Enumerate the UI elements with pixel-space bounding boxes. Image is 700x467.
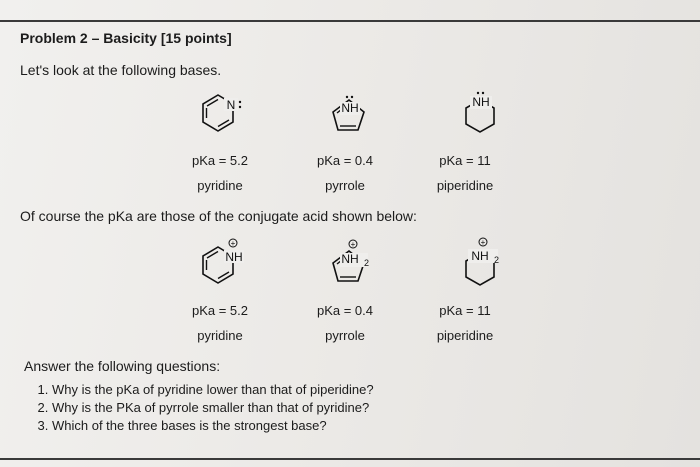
pyrrolium-structure: [318, 235, 382, 287]
piperidinium-structure: [448, 235, 512, 289]
pyridine-pka: pKa = 5.2: [191, 153, 249, 168]
positive-charge: +: [230, 239, 236, 248]
intro-text: Let's look at the following bases.: [20, 62, 222, 78]
pyridinium-name: pyridine: [197, 328, 243, 343]
ring-label: NH: [225, 250, 243, 264]
problem-title: Problem 2 – Basicity [15 points]: [20, 30, 232, 46]
subscript: 2: [494, 255, 500, 265]
ring-label: NH: [471, 249, 489, 263]
question-list: [28, 381, 374, 435]
piperidine-pka: pKa = 11: [439, 153, 491, 168]
pyrrole-structure: [318, 92, 378, 138]
subscript: 2: [364, 258, 370, 268]
ring-label: N: [226, 98, 236, 112]
ring-label: NH: [341, 252, 359, 266]
ring-label: NH: [341, 101, 359, 115]
positive-charge: +: [480, 238, 486, 247]
top-rule: [0, 20, 700, 22]
bottom-rule: [0, 458, 700, 460]
pyridinium-pka: pKa = 5.2: [191, 303, 249, 318]
piperidinium-name: piperidine: [436, 328, 494, 343]
piperidine-name: piperidine: [436, 178, 494, 193]
pyridine-structure: [190, 90, 250, 140]
question-2: 2. Why is the PKa of pyrrole smaller than that of pyridine?: [52, 399, 374, 417]
pyrrole-name: pyrrole: [325, 178, 365, 193]
pyrrolium-pka: pKa = 0.4: [316, 303, 374, 318]
pyrrolium-name: pyrrole: [325, 328, 365, 343]
piperidinium-pka: pKa = 11: [439, 303, 491, 318]
piperidine-structure: [448, 90, 508, 140]
positive-charge: +: [350, 240, 356, 249]
ring-label: NH: [472, 95, 490, 109]
conjugate-intro: Of course the pKa are those of the conjugate acid shown below:: [20, 208, 417, 224]
question-1: 1. Why is the pKa of pyridine lower than that of piperidine?: [52, 381, 374, 399]
pyridine-name: pyridine: [197, 178, 243, 193]
questions-intro: Answer the following questions:: [24, 358, 221, 374]
pyridinium-structure: [190, 235, 250, 287]
question-3: 3. Which of the three bases is the strongest base?: [52, 417, 374, 435]
pyrrole-pka: pKa = 0.4: [316, 153, 374, 168]
